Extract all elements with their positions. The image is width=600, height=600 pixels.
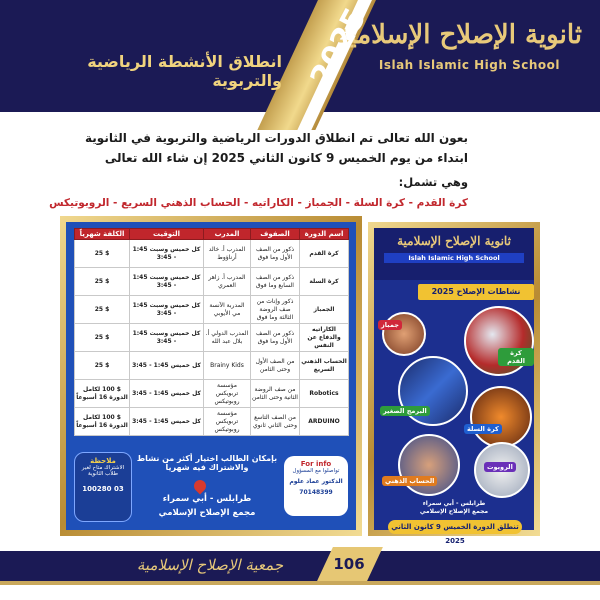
cell-time: كل خميس 1:45 - 3:45: [130, 408, 204, 436]
year-label: 2025: [303, 2, 374, 93]
cell-trainer: المدرب الدولي أ. بلال عبد الله: [204, 324, 251, 352]
label-football: كرة القدم: [498, 348, 534, 366]
cell-cost: $ 25: [75, 296, 130, 324]
cell-name: الحساب الذهني السريع: [300, 352, 349, 380]
cell-cost: $ 25: [75, 352, 130, 380]
flyer-school-english: Islah Islamic High School: [384, 253, 524, 263]
cell-name: كرة السلة: [300, 268, 349, 296]
label-basketball: كرة السلة: [464, 424, 502, 434]
cell-time: كل خميس وسبت 1:45 - 3:45: [130, 240, 204, 268]
table-row: [75, 352, 349, 380]
association-name: جمعية الإصلاح الإسلامية: [136, 556, 284, 574]
info-name: الدكتور عماد علوم: [289, 478, 343, 485]
flyer-ribbon: نشاطات الإصلاح 2025: [418, 284, 534, 300]
address-text: طرابلس - أبي سمراء: [162, 494, 252, 504]
cell-trainer: مؤسسة تربويكس روبوتيكس: [204, 408, 251, 436]
label-mental-math: الحساب الذهني: [382, 476, 437, 486]
header-time: التوقيت: [130, 229, 204, 240]
cell-time: كل خميس 1:45 - 3:45: [130, 352, 204, 380]
cell-name: الجمباز: [300, 296, 349, 324]
complex-name: مجمع الإصلاح الإسلامي: [158, 508, 256, 518]
schedule-header-row: [75, 229, 349, 240]
cell-name: كرة القدم: [300, 240, 349, 268]
cell-grades: ذكور من الصف السابع وما فوق: [251, 268, 300, 296]
note-text: الاشتراك متاح لغير طلاب الثانوية: [81, 465, 125, 477]
cell-trainer: المدربة الآنسة مي الأيوبي: [204, 296, 251, 324]
table-row: [75, 296, 349, 324]
label-gymnastics: جمباز: [378, 320, 402, 330]
header-name: اسم الدورة: [300, 229, 349, 240]
flyer-address: [374, 500, 534, 516]
note-box: [74, 452, 132, 522]
cell-cost: $ 25: [75, 324, 130, 352]
mental-math-photo: [398, 434, 460, 496]
note-title: ملاحظة: [90, 457, 116, 465]
label-robot: الروبوت: [484, 462, 516, 472]
cell-grades: من الصف الأول وحتى الثامن: [251, 352, 300, 380]
offer-text: بإمكان الطالب اختيار أكثر من نشاط والاشتراك فيه شهرياً: [136, 454, 278, 472]
cell-time: كل خميس وسبت 1:45 - 3:45: [130, 324, 204, 352]
flyer-complex-line: مجمع الإصلاح الإسلامي: [419, 508, 489, 515]
cell-trainer: Brainy Kids: [204, 352, 251, 380]
cell-cost: $ 25: [75, 268, 130, 296]
schedule-table: [74, 228, 349, 436]
cell-grades: من الصف التاسع وحتى الثاني ثانوي: [251, 408, 300, 436]
table-row: [75, 268, 349, 296]
info-box: [284, 456, 348, 516]
flyer-poster: [374, 228, 534, 545]
header-trainer: المدرب: [204, 229, 251, 240]
cell-trainer: مؤسسة تربويكس روبوتيكس: [204, 380, 251, 408]
cell-grades: ذكور من الصف الأول وما فوق: [251, 324, 300, 352]
flyer-start-bar: تنطلق الدورة الخميس 9 كانون الثاني 2025: [388, 520, 522, 534]
cell-name: الكاراتيه والدفاع عن النفس: [300, 324, 349, 352]
location-pin-icon: [192, 478, 209, 495]
header-cost: الكلفة شهرياً: [75, 229, 130, 240]
cell-cost: $ 100 لكامل الدورة 16 أسبوعاً: [75, 380, 130, 408]
header-banner: [0, 0, 600, 112]
cell-grades: من صف الروضة الثانية وحتى الثامن: [251, 380, 300, 408]
flyer-school-arabic: ثانوية الإصلاح الإسلامية: [397, 234, 511, 248]
label-junior-coder: البرمج الصغير: [380, 406, 430, 416]
school-name-arabic: ثانوية الإصلاح الإسلامية: [335, 20, 582, 50]
table-row: [75, 324, 349, 352]
basketball-photo: [470, 386, 532, 448]
page-title: انطلاق الأنشطة الرياضية والتربوية: [87, 52, 282, 90]
note-phone: 03 100280: [82, 485, 124, 493]
cell-grades: ذكور وإناث من صف الروضة الثالثة وما فوق: [251, 296, 300, 324]
footer: [0, 545, 600, 585]
intro-paragraph: بعون الله تعالى تم انطلاق الدورات الرياضية والتربوية في الثانوية ابتداء من يوم الخميس 9 كانون الثاني 2025 إن شاء الله تعالى: [85, 131, 468, 165]
cell-name: Robotics: [300, 380, 349, 408]
table-row: [75, 240, 349, 268]
table-row: [75, 408, 349, 436]
info-text: تواصلوا مع المسؤول: [292, 468, 340, 474]
cell-time: كل خميس وسبت 1:45 - 3:45: [130, 268, 204, 296]
cell-time: كل خميس 1:45 - 3:45: [130, 380, 204, 408]
schedule-poster-frame: [60, 216, 362, 536]
school-name-english: Islah Islamic High School: [378, 58, 560, 72]
cell-trainer: المدرب أ. زاهر العمري: [204, 268, 251, 296]
cell-time: كل خميس وسبت 1:45 - 3:45: [130, 296, 204, 324]
page-number: 106: [333, 555, 365, 573]
info-phone: 70148399: [299, 489, 333, 496]
cell-cost: $ 100 لكامل الدورة 16 أسبوعاً: [75, 408, 130, 436]
cell-cost: $ 25: [75, 240, 130, 268]
flyer-poster-frame: [368, 222, 540, 545]
includes-label: وهي تشمل:: [398, 175, 468, 189]
schedule-poster: [66, 222, 356, 530]
cell-grades: ذكور من الصف الأول وما فوق: [251, 240, 300, 268]
gymnastics-photo: [382, 312, 426, 356]
header-grades: الصفوف: [251, 229, 300, 240]
cell-trainer: المدرب أ. خالد أرناؤوط: [204, 240, 251, 268]
table-row: [75, 380, 349, 408]
info-title: For info: [300, 460, 332, 468]
cell-name: ARDUINO: [300, 408, 349, 436]
flyer-address-line: طرابلس - أبي سمراء: [422, 500, 486, 507]
activities-list: كرة القدم - كرة السلة - الجمباز - الكاراتيه - الحساب الذهني السريع - الروبوتيكس: [49, 197, 468, 209]
